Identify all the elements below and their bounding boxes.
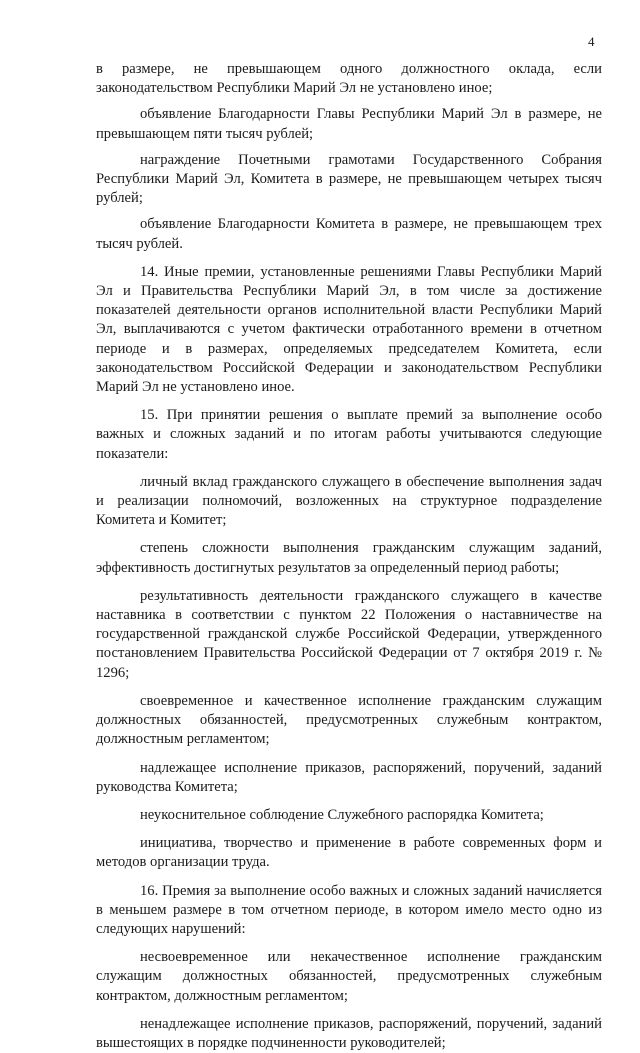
list-item: неукоснительное соблюдение Служебного распорядка Комитета; bbox=[140, 806, 544, 823]
paragraph: объявление Благодарности Комитета в размере, не превышающем трех тысяч рублей. bbox=[96, 216, 602, 252]
page-number: 4 bbox=[588, 34, 595, 49]
list-item: личный вклад гражданского служащего в обеспечение выполнения задач и реализации полномочий, возложенных на структурное подразделение Комитета и Комитет; bbox=[96, 473, 602, 529]
clause-16: 16. Премия за выполнение особо важных и сложных заданий начисляется в меньшем размере в том отчетном периоде, в котором имело место одно из следующих нарушений: bbox=[96, 882, 602, 937]
clause-14: 14. Иные премии, установленные решениями Главы Республики Марий Эл и Правительства Республики Марий Эл, в том числе за достижение показателей деятельности органов исполнительной власти Республики Марий Эл, выплачиваются с учетом фактически отработанного времени в отчетном периоде и в размерах, определяемых председателем Комитета, если законодательством Российской Федерации и законодательством Республики Марий Эл не установлено иное. bbox=[96, 263, 602, 396]
list-item: ненадлежащее исполнение приказов, распоряжений, поручений, заданий вышестоящих в порядке подчиненности руководителей; bbox=[96, 1015, 602, 1051]
paragraph: объявление Благодарности Главы Республики Марий Эл в размере, не превышающем пяти тысяч рублей; bbox=[96, 106, 602, 142]
list-item: надлежащее исполнение приказов, распоряжений, поручений, заданий руководства Комитета; bbox=[96, 759, 602, 795]
paragraph-continuation: в размере, не превышающем одного должностного оклада, если законодательством Республики Марий Эл не установлено иное; bbox=[96, 61, 602, 97]
paragraph: награждение Почетными грамотами Государственного Собрания Республики Марий Эл, Комитета в размере, не превышающем четырех тысяч рублей; bbox=[96, 151, 602, 207]
list-item: инициатива, творчество и применение в работе современных форм и методов организации труда. bbox=[96, 835, 602, 871]
clause-15: 15. При принятии решения о выплате премий за выполнение особо важных и сложных заданий и по итогам работы учитываются следующие показатели: bbox=[96, 407, 602, 462]
list-item: несвоевременное или некачественное исполнение гражданским служащим должностных обязанностей, предусмотренных служебным контрактом, должностным регламентом; bbox=[96, 949, 602, 1004]
list-item: степень сложности выполнения гражданским служащим заданий, эффективность достигнутых результатов за определенный период работы; bbox=[96, 540, 602, 576]
document-body bbox=[96, 60, 602, 1053]
list-item: своевременное и качественное исполнение гражданским служащим должностных обязанностей, предусмотренных служебным контрактом, должностным регламентом; bbox=[96, 692, 602, 748]
list-item: результативность деятельности гражданского служащего в качестве наставника в соответствии с пунктом 22 Положения о наставничестве на государственной гражданской службе Российской Федерации, утвержденного постановлением Правительства Российской Федерации от 7 октября 2019 г. № 1296; bbox=[96, 587, 602, 681]
